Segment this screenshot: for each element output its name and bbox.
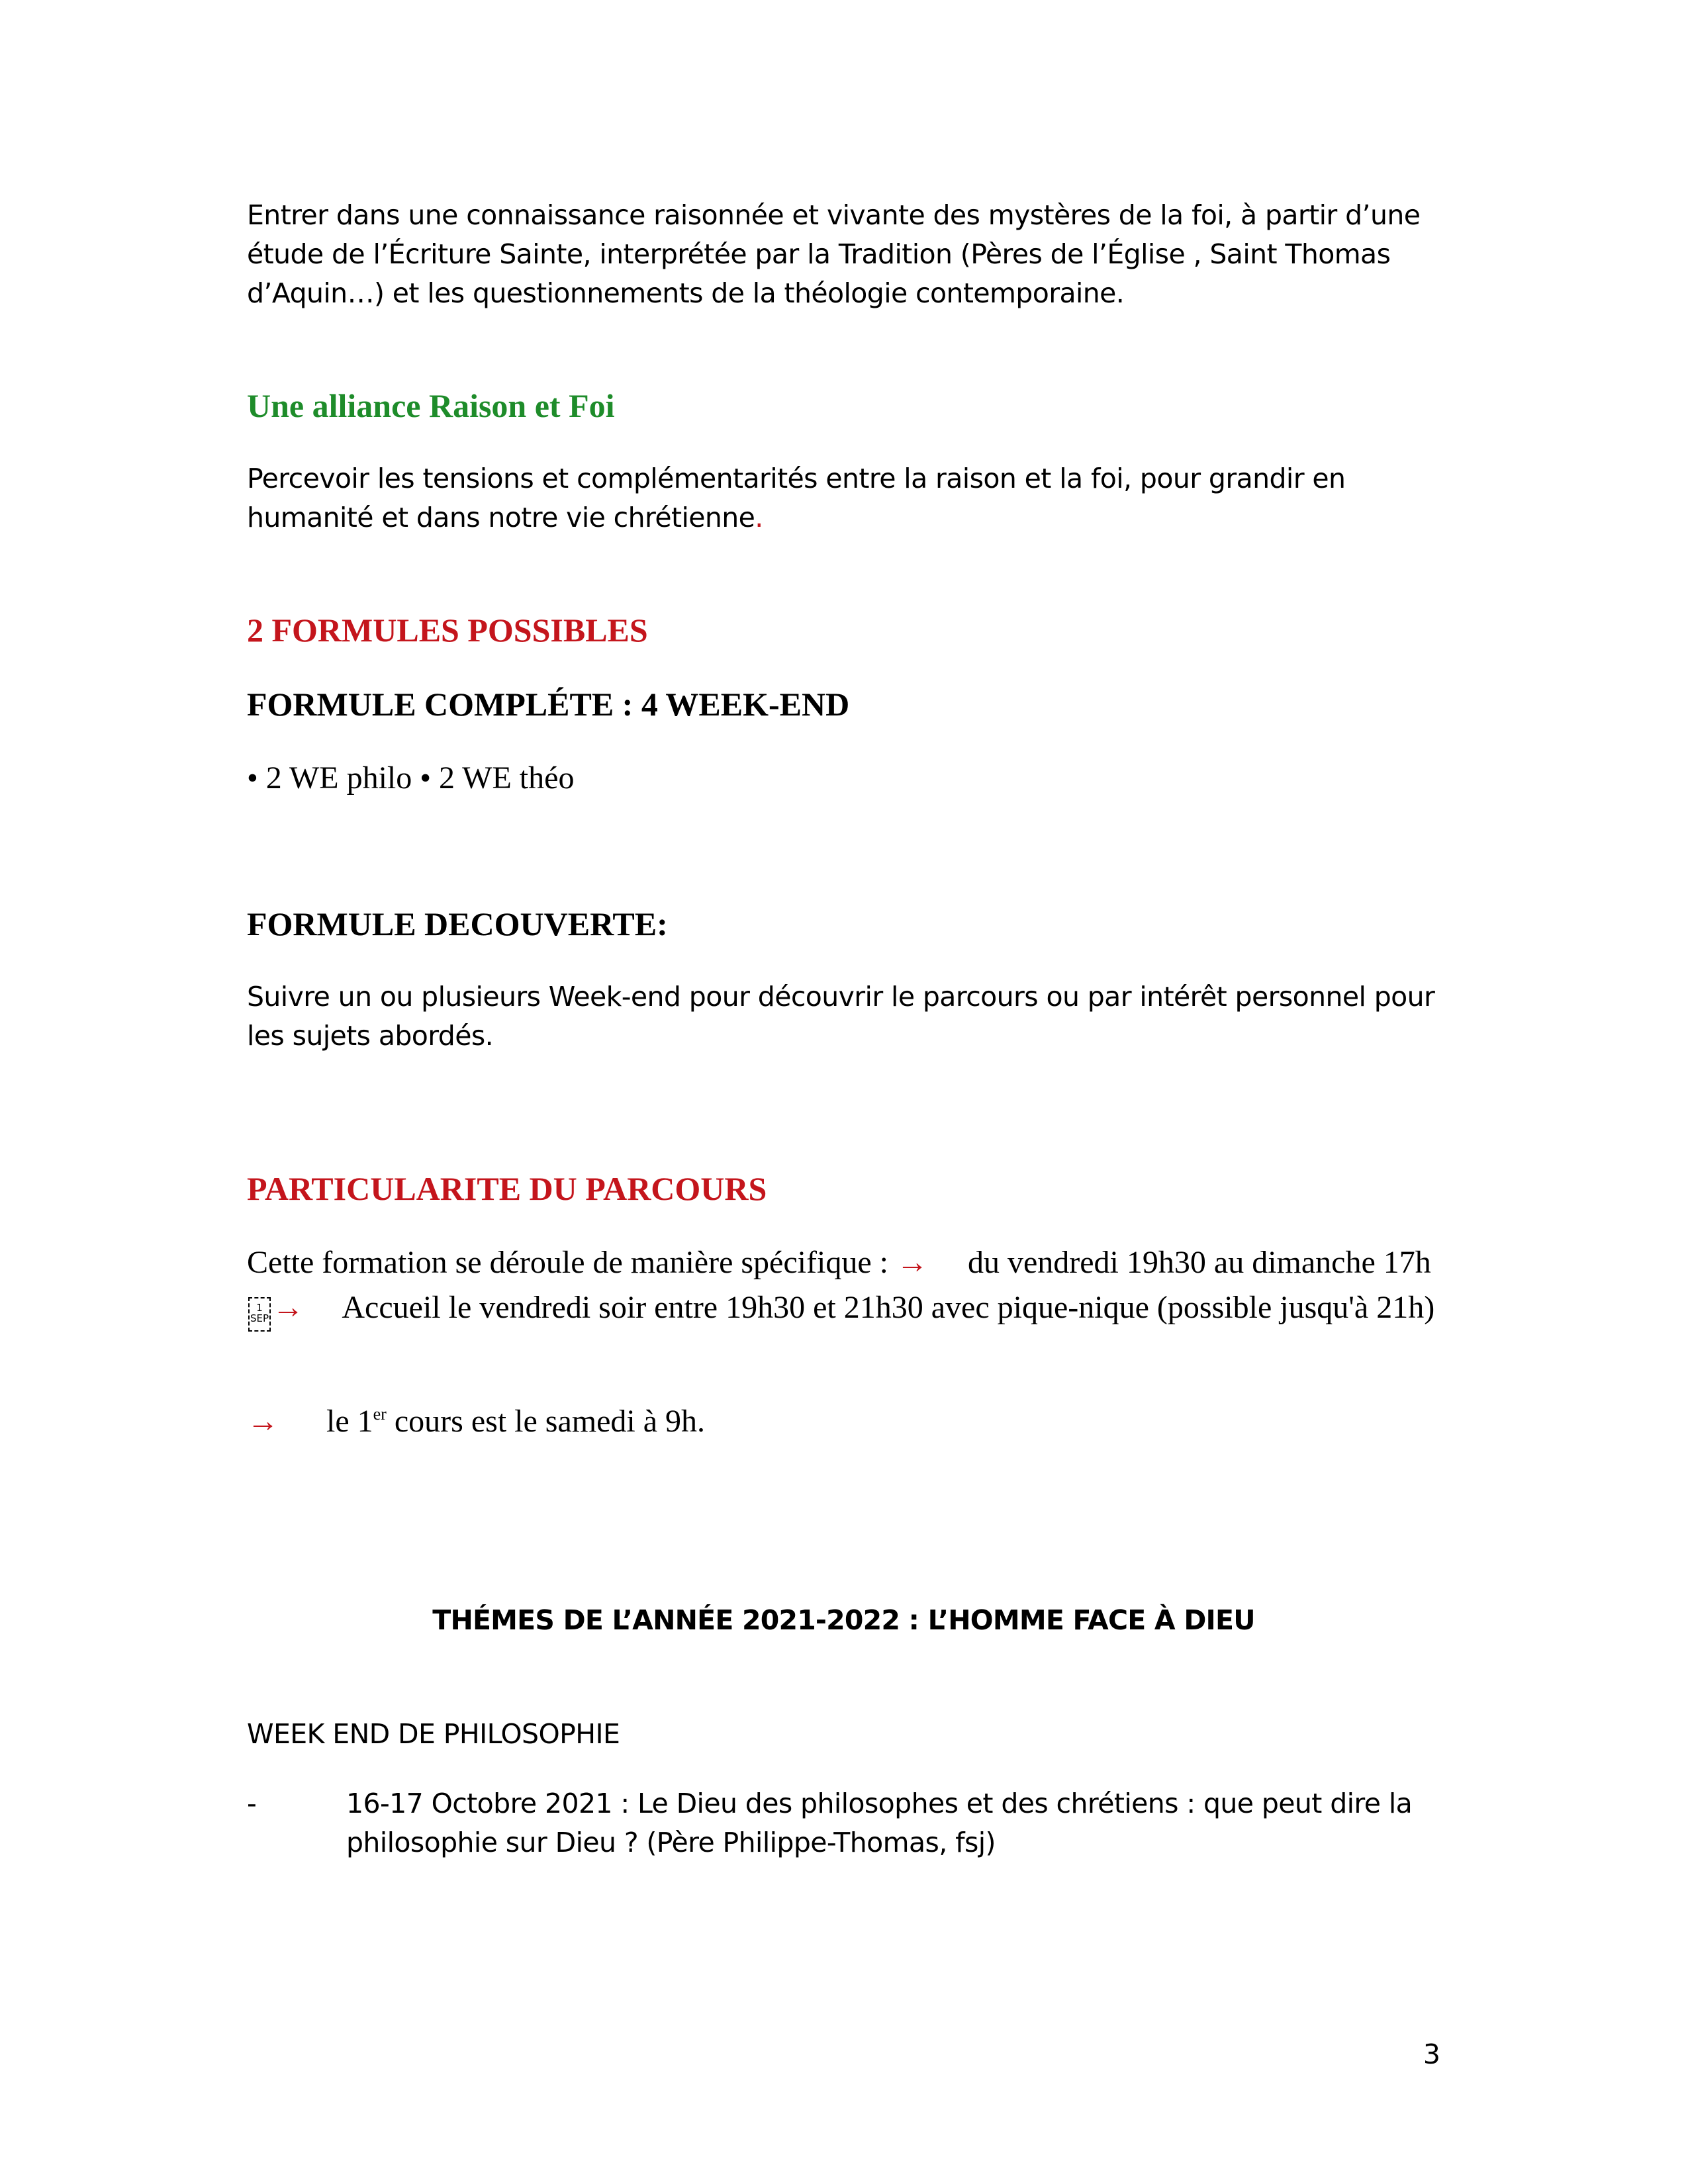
formule-decouverte-heading: FORMULE DECOUVERTE: xyxy=(247,905,668,942)
separator-glyph-top: 1 xyxy=(256,1302,263,1314)
arrow-icon: → xyxy=(896,1245,928,1280)
list-item-text: 16-17 Octobre 2021 : Le Dieu des philosophes et des chrétiens : que peut dire la philosophie sur Dieu ? (Père Philippe-Thomas, fsj) xyxy=(346,1788,1413,1858)
separator-glyph-icon xyxy=(248,1297,271,1332)
alliance-heading: Une alliance Raison et Foi xyxy=(247,387,615,424)
alliance-paragraph xyxy=(247,459,1440,537)
separator-glyph-bottom: SEP xyxy=(250,1312,269,1324)
particularite-line2-rest: cours est le samedi à 9h. xyxy=(386,1404,706,1439)
particularite-line2-prefix: le 1 xyxy=(326,1404,373,1439)
intro-paragraph: Entrer dans une connaissance raisonnée et vivante des mystères de la foi, à partir d’une étude de l’Écriture Sainte, interprétée par la Tradition (Pères de l’Église , Saint Thomas d’Aquin…) et les questionnements de la théologie contemporaine. xyxy=(247,199,1421,309)
formule-decouverte-paragraph: Suivre un ou plusieurs Week-end pour découvrir le parcours ou par intérêt personnel pour les sujets abordés. xyxy=(247,981,1435,1052)
alliance-text: Percevoir les tensions et complémentarités entre la raison et la foi, pour grandir en humanité et dans notre vie chrétienne xyxy=(247,463,1346,533)
arrow-icon: → xyxy=(247,1404,279,1439)
page-number: 3 xyxy=(1423,2038,1440,2070)
formule-complete-heading: FORMULE COMPLÉTE : 4 WEEK-END xyxy=(247,686,850,723)
philo-heading: WEEK END DE PHILOSOPHIE xyxy=(247,1718,620,1750)
particularite-part3: Accueil le vendredi soir entre 19h30 et 21h30 avec pique-nique (possible jusqu'à 21h) xyxy=(342,1290,1435,1325)
particularite-part2: du vendredi 19h30 au dimanche 17h xyxy=(967,1245,1431,1280)
formule-complete-items: • 2 WE philo • 2 WE théo xyxy=(247,760,575,796)
arrow-icon: → xyxy=(272,1290,304,1325)
themes-title: THÉMES DE L’ANNÉE 2021-2022 : L’HOMME FACE À DIEU xyxy=(432,1604,1255,1636)
particularite-paragraph xyxy=(247,1240,1440,1332)
particularite-part1: Cette formation se déroule de manière spécifique : xyxy=(247,1245,896,1280)
formules-heading: 2 FORMULES POSSIBLES xyxy=(247,612,648,649)
particularite-heading: PARTICULARITE DU PARCOURS xyxy=(247,1170,767,1207)
list-bullet: - xyxy=(247,1788,257,1819)
alliance-trailing-dot: . xyxy=(755,502,763,533)
particularite-line2 xyxy=(247,1402,1440,1441)
particularite-line2-sup: er xyxy=(373,1404,387,1424)
